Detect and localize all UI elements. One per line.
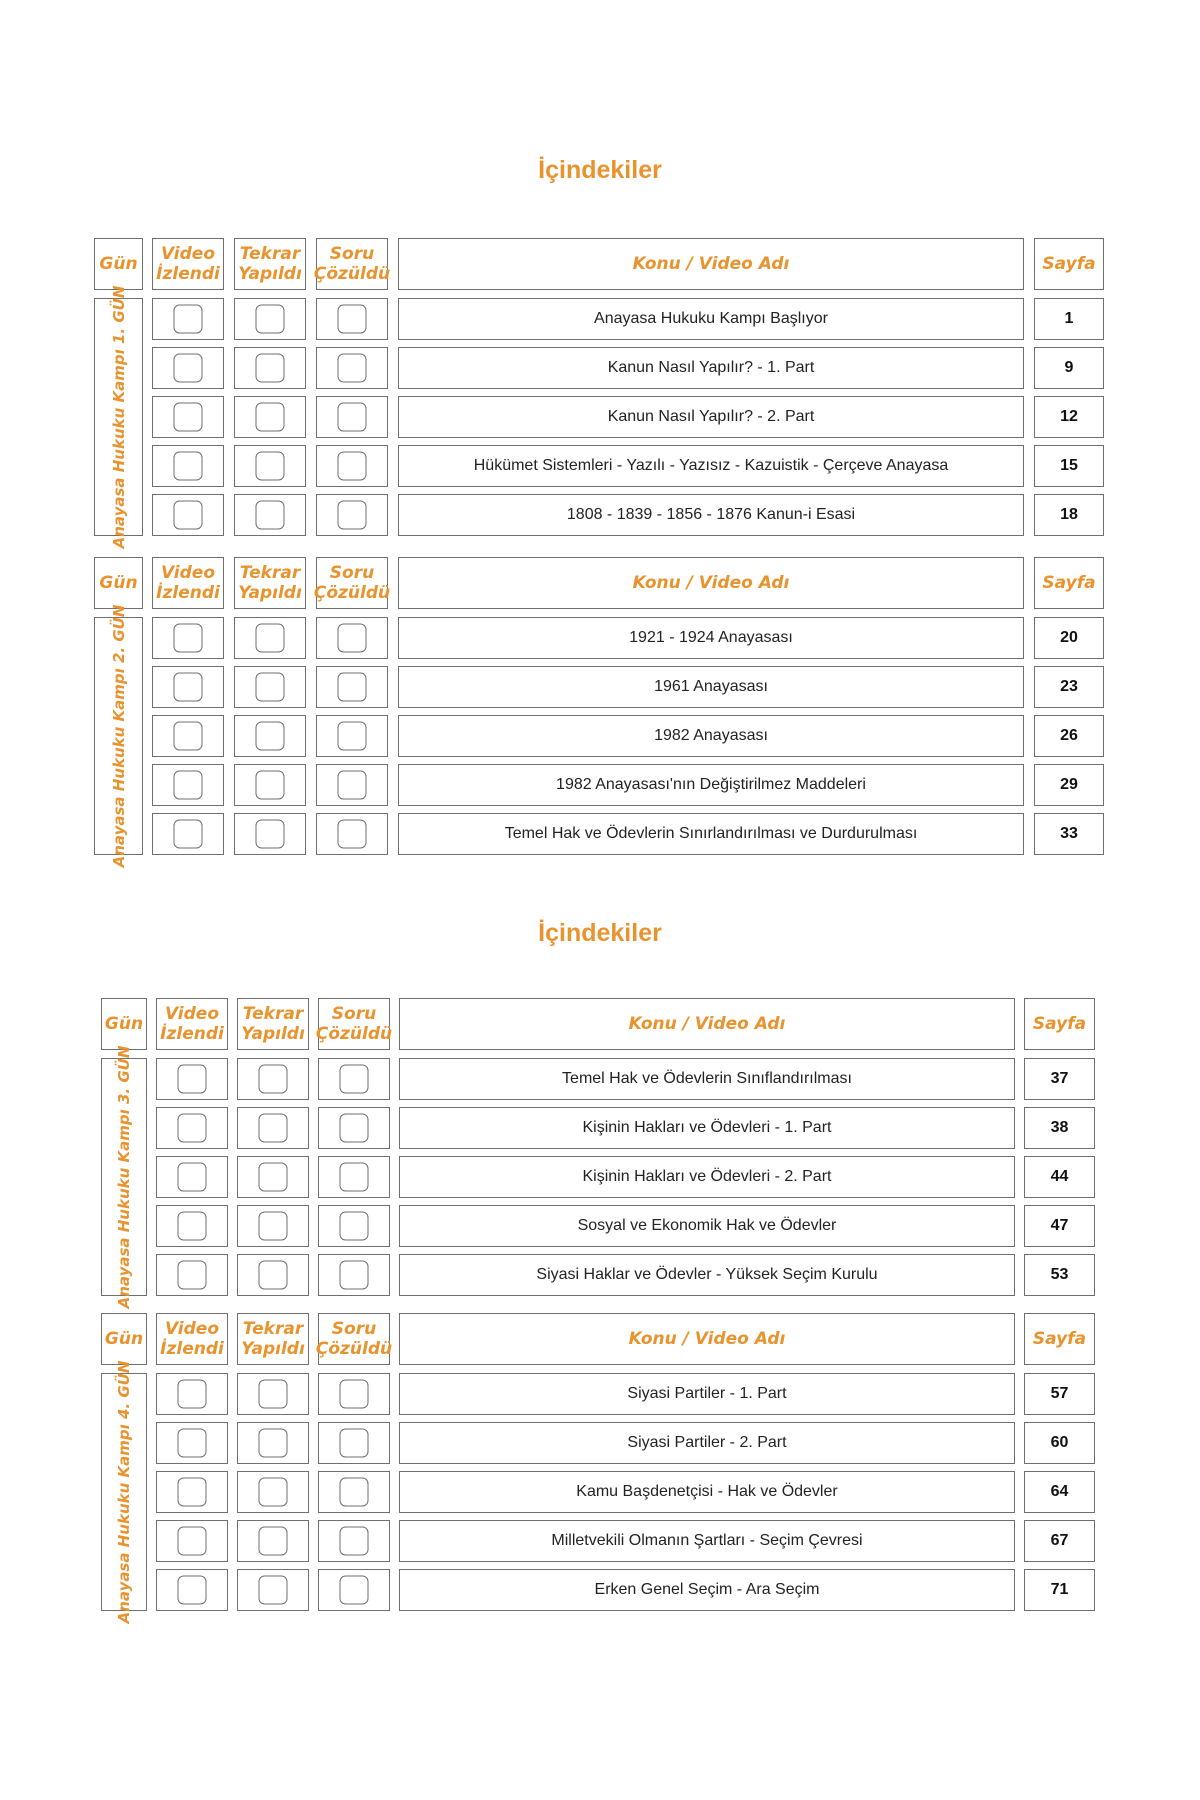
video-watched-checkbox-cell bbox=[152, 764, 224, 806]
video-watched-checkbox-cell bbox=[156, 1205, 228, 1247]
topic-header-text: Konu / Video Adı bbox=[628, 1329, 786, 1349]
day-header bbox=[101, 1313, 147, 1365]
questions-solved-header-text: Çözüldü bbox=[313, 583, 391, 603]
day-column bbox=[94, 604, 143, 868]
repeat-done-header-text: Yapıldı bbox=[241, 1024, 305, 1044]
repeat-done-checkbox[interactable] bbox=[256, 820, 285, 849]
video-watched-checkbox[interactable] bbox=[178, 1576, 207, 1605]
repeat-done-checkbox[interactable] bbox=[259, 1114, 288, 1143]
questions-solved-checkbox-cell bbox=[318, 1058, 390, 1100]
repeat-done-header-text: Yapıldı bbox=[241, 1339, 305, 1359]
page-number: 23 bbox=[1034, 666, 1104, 708]
page-number: 67 bbox=[1024, 1520, 1095, 1562]
page-header-text: Sayfa bbox=[1032, 1329, 1087, 1349]
questions-solved-header bbox=[313, 557, 391, 609]
questions-solved-checkbox-cell bbox=[316, 494, 388, 536]
page-title: İçindekiler bbox=[538, 156, 662, 184]
questions-solved-checkbox[interactable] bbox=[340, 1212, 369, 1241]
topic-title: Siyasi Haklar ve Ödevler - Yüksek Seçim Kurulu bbox=[399, 1254, 1015, 1296]
video-watched-checkbox-cell bbox=[152, 813, 224, 855]
video-watched-checkbox[interactable] bbox=[178, 1527, 207, 1556]
topic-title: Hükümet Sistemleri - Yazılı - Yazısız - Kazuistik - Çerçeve Anayasa bbox=[398, 445, 1024, 487]
repeat-done-checkbox-cell bbox=[237, 1156, 309, 1198]
questions-solved-checkbox-cell bbox=[318, 1471, 390, 1513]
day-label: Anayasa Hukuku Kampı 2. GÜN bbox=[109, 604, 128, 868]
video-watched-checkbox-cell bbox=[152, 298, 224, 340]
topic-header bbox=[398, 238, 1024, 290]
repeat-done-checkbox-cell bbox=[234, 494, 306, 536]
repeat-done-header-text: Tekrar bbox=[242, 1004, 304, 1024]
page-header bbox=[1024, 1313, 1095, 1365]
questions-solved-checkbox-cell bbox=[318, 1569, 390, 1611]
page-header-text: Sayfa bbox=[1042, 573, 1096, 593]
page-number: 71 bbox=[1024, 1569, 1095, 1611]
video-watched-checkbox[interactable] bbox=[178, 1212, 207, 1241]
video-watched-header bbox=[152, 238, 224, 290]
repeat-done-checkbox[interactable] bbox=[256, 305, 285, 334]
day-column bbox=[101, 1360, 147, 1624]
page-number: 60 bbox=[1024, 1422, 1095, 1464]
questions-solved-checkbox[interactable] bbox=[338, 771, 367, 800]
video-watched-checkbox-cell bbox=[152, 715, 224, 757]
questions-solved-checkbox-cell bbox=[316, 764, 388, 806]
video-watched-checkbox-cell bbox=[152, 445, 224, 487]
page-number: 26 bbox=[1034, 715, 1104, 757]
questions-solved-checkbox[interactable] bbox=[340, 1527, 369, 1556]
questions-solved-checkbox[interactable] bbox=[338, 624, 367, 653]
repeat-done-checkbox-cell bbox=[237, 1471, 309, 1513]
video-watched-checkbox[interactable] bbox=[174, 820, 203, 849]
questions-solved-checkbox[interactable] bbox=[340, 1114, 369, 1143]
video-watched-checkbox[interactable] bbox=[178, 1380, 207, 1409]
video-watched-checkbox-cell bbox=[156, 1569, 228, 1611]
page-number: 33 bbox=[1034, 813, 1104, 855]
topic-header bbox=[398, 557, 1024, 609]
questions-solved-checkbox[interactable] bbox=[340, 1380, 369, 1409]
repeat-done-checkbox-cell bbox=[237, 1205, 309, 1247]
questions-solved-header bbox=[315, 1313, 393, 1365]
questions-solved-header-text: Soru bbox=[331, 1004, 377, 1024]
repeat-done-checkbox-cell bbox=[234, 347, 306, 389]
repeat-done-header bbox=[234, 557, 306, 609]
day-header bbox=[94, 238, 143, 290]
page-number: 18 bbox=[1034, 494, 1104, 536]
repeat-done-checkbox[interactable] bbox=[259, 1065, 288, 1094]
page-number: 37 bbox=[1024, 1058, 1095, 1100]
questions-solved-checkbox[interactable] bbox=[338, 452, 367, 481]
page-number: 53 bbox=[1024, 1254, 1095, 1296]
questions-solved-checkbox-cell bbox=[318, 1373, 390, 1415]
repeat-done-header-text: Tekrar bbox=[239, 244, 301, 264]
repeat-done-checkbox-cell bbox=[237, 1107, 309, 1149]
video-watched-header-text: Video bbox=[160, 244, 216, 264]
repeat-done-checkbox-cell bbox=[234, 396, 306, 438]
page-number: 47 bbox=[1024, 1205, 1095, 1247]
questions-solved-checkbox-cell bbox=[318, 1520, 390, 1562]
topic-title: Erken Genel Seçim - Ara Seçim bbox=[399, 1569, 1015, 1611]
topic-title: 1808 - 1839 - 1856 - 1876 Kanun-i Esasi bbox=[398, 494, 1024, 536]
day-header bbox=[101, 998, 147, 1050]
page-number: 38 bbox=[1024, 1107, 1095, 1149]
repeat-done-checkbox-cell bbox=[237, 1058, 309, 1100]
questions-solved-checkbox[interactable] bbox=[338, 305, 367, 334]
repeat-done-checkbox-cell bbox=[237, 1569, 309, 1611]
video-watched-checkbox[interactable] bbox=[174, 673, 203, 702]
topic-title: Sosyal ve Ekonomik Hak ve Ödevler bbox=[399, 1205, 1015, 1247]
topic-title: Milletvekili Olmanın Şartları - Seçim Çevresi bbox=[399, 1520, 1015, 1562]
repeat-done-header-text: Tekrar bbox=[239, 563, 301, 583]
questions-solved-checkbox[interactable] bbox=[340, 1429, 369, 1458]
video-watched-header bbox=[156, 998, 228, 1050]
day-label: Anayasa Hukuku Kampı 3. GÜN bbox=[115, 1045, 133, 1309]
questions-solved-checkbox[interactable] bbox=[338, 354, 367, 383]
video-watched-checkbox[interactable] bbox=[174, 354, 203, 383]
repeat-done-checkbox[interactable] bbox=[259, 1478, 288, 1507]
video-watched-checkbox-cell bbox=[152, 396, 224, 438]
repeat-done-checkbox[interactable] bbox=[256, 673, 285, 702]
questions-solved-header-text: Çözüldü bbox=[315, 1339, 393, 1359]
video-watched-header-text: Video bbox=[164, 1319, 220, 1339]
questions-solved-checkbox-cell bbox=[318, 1422, 390, 1464]
day-column bbox=[94, 285, 143, 549]
topic-title: Temel Hak ve Ödevlerin Sınırlandırılması ve Durdurulması bbox=[398, 813, 1024, 855]
repeat-done-checkbox[interactable] bbox=[256, 452, 285, 481]
video-watched-checkbox[interactable] bbox=[174, 305, 203, 334]
repeat-done-checkbox-cell bbox=[237, 1520, 309, 1562]
questions-solved-checkbox-cell bbox=[318, 1205, 390, 1247]
repeat-done-checkbox-cell bbox=[234, 715, 306, 757]
page-number: 57 bbox=[1024, 1373, 1095, 1415]
questions-solved-checkbox-cell bbox=[318, 1107, 390, 1149]
repeat-done-checkbox[interactable] bbox=[256, 501, 285, 530]
questions-solved-checkbox[interactable] bbox=[340, 1478, 369, 1507]
questions-solved-checkbox-cell bbox=[316, 813, 388, 855]
day-header-text: Gün bbox=[104, 1014, 144, 1034]
page-header bbox=[1034, 238, 1104, 290]
video-watched-header-text: İzlendi bbox=[156, 264, 220, 284]
day-column bbox=[101, 1045, 147, 1309]
repeat-done-checkbox-cell bbox=[237, 1254, 309, 1296]
questions-solved-checkbox-cell bbox=[316, 445, 388, 487]
repeat-done-checkbox[interactable] bbox=[256, 403, 285, 432]
repeat-done-checkbox[interactable] bbox=[256, 354, 285, 383]
video-watched-checkbox-cell bbox=[156, 1373, 228, 1415]
topic-title: Kişinin Hakları ve Ödevleri - 1. Part bbox=[399, 1107, 1015, 1149]
page-number: 1 bbox=[1034, 298, 1104, 340]
video-watched-checkbox-cell bbox=[152, 666, 224, 708]
repeat-done-checkbox[interactable] bbox=[256, 771, 285, 800]
repeat-done-checkbox-cell bbox=[234, 445, 306, 487]
page-number: 12 bbox=[1034, 396, 1104, 438]
topic-header-text: Konu / Video Adı bbox=[632, 254, 790, 274]
repeat-done-header-text: Yapıldı bbox=[238, 583, 302, 603]
video-watched-checkbox[interactable] bbox=[178, 1478, 207, 1507]
repeat-done-checkbox[interactable] bbox=[259, 1527, 288, 1556]
page-number: 29 bbox=[1034, 764, 1104, 806]
day-header-text: Gün bbox=[104, 1329, 144, 1349]
video-watched-checkbox[interactable] bbox=[174, 771, 203, 800]
video-watched-checkbox-cell bbox=[156, 1422, 228, 1464]
questions-solved-checkbox[interactable] bbox=[338, 673, 367, 702]
questions-solved-checkbox-cell bbox=[316, 396, 388, 438]
repeat-done-checkbox[interactable] bbox=[259, 1163, 288, 1192]
video-watched-header bbox=[152, 557, 224, 609]
topic-header bbox=[399, 998, 1015, 1050]
repeat-done-checkbox-cell bbox=[234, 617, 306, 659]
topic-header bbox=[399, 1313, 1015, 1365]
day-header bbox=[94, 557, 143, 609]
page-number: 15 bbox=[1034, 445, 1104, 487]
questions-solved-checkbox-cell bbox=[316, 298, 388, 340]
topic-title: Anayasa Hukuku Kampı Başlıyor bbox=[398, 298, 1024, 340]
questions-solved-checkbox-cell bbox=[316, 617, 388, 659]
repeat-done-checkbox-cell bbox=[237, 1373, 309, 1415]
video-watched-checkbox[interactable] bbox=[174, 452, 203, 481]
repeat-done-header bbox=[234, 238, 306, 290]
topic-title: 1921 - 1924 Anayasası bbox=[398, 617, 1024, 659]
page-title: İçindekiler bbox=[538, 919, 662, 947]
questions-solved-header bbox=[313, 238, 391, 290]
video-watched-checkbox-cell bbox=[156, 1107, 228, 1149]
video-watched-header-text: İzlendi bbox=[156, 583, 220, 603]
repeat-done-header bbox=[237, 1313, 309, 1365]
topic-title: Kanun Nasıl Yapılır? - 2. Part bbox=[398, 396, 1024, 438]
repeat-done-checkbox-cell bbox=[237, 1422, 309, 1464]
repeat-done-checkbox[interactable] bbox=[259, 1380, 288, 1409]
page-header-text: Sayfa bbox=[1032, 1014, 1087, 1034]
video-watched-checkbox[interactable] bbox=[178, 1114, 207, 1143]
video-watched-checkbox-cell bbox=[156, 1156, 228, 1198]
video-watched-checkbox[interactable] bbox=[174, 624, 203, 653]
video-watched-checkbox-cell bbox=[156, 1520, 228, 1562]
day-header-text: Gün bbox=[99, 573, 138, 593]
page-number: 64 bbox=[1024, 1471, 1095, 1513]
page-header bbox=[1024, 998, 1095, 1050]
topic-header-text: Konu / Video Adı bbox=[628, 1014, 786, 1034]
topic-title: Kamu Başdenetçisi - Hak ve Ödevler bbox=[399, 1471, 1015, 1513]
video-watched-checkbox[interactable] bbox=[174, 501, 203, 530]
questions-solved-checkbox-cell bbox=[316, 715, 388, 757]
questions-solved-checkbox[interactable] bbox=[340, 1163, 369, 1192]
video-watched-checkbox[interactable] bbox=[178, 1261, 207, 1290]
questions-solved-header-text: Soru bbox=[331, 1319, 377, 1339]
repeat-done-checkbox[interactable] bbox=[256, 722, 285, 751]
page-number: 44 bbox=[1024, 1156, 1095, 1198]
questions-solved-checkbox[interactable] bbox=[340, 1065, 369, 1094]
questions-solved-checkbox[interactable] bbox=[338, 820, 367, 849]
repeat-done-checkbox-cell bbox=[234, 764, 306, 806]
video-watched-checkbox[interactable] bbox=[178, 1065, 207, 1094]
repeat-done-checkbox[interactable] bbox=[256, 624, 285, 653]
questions-solved-header-text: Çözüldü bbox=[313, 264, 391, 284]
repeat-done-checkbox[interactable] bbox=[259, 1576, 288, 1605]
questions-solved-checkbox[interactable] bbox=[340, 1261, 369, 1290]
repeat-done-header-text: Yapıldı bbox=[238, 264, 302, 284]
questions-solved-checkbox-cell bbox=[318, 1156, 390, 1198]
day-label: Anayasa Hukuku Kampı 4. GÜN bbox=[115, 1360, 133, 1624]
video-watched-checkbox-cell bbox=[156, 1471, 228, 1513]
video-watched-header-text: İzlendi bbox=[160, 1339, 224, 1359]
topic-title: 1982 Anayasası bbox=[398, 715, 1024, 757]
questions-solved-checkbox-cell bbox=[316, 347, 388, 389]
video-watched-checkbox[interactable] bbox=[174, 403, 203, 432]
questions-solved-header-text: Çözüldü bbox=[315, 1024, 393, 1044]
topic-title: Temel Hak ve Ödevlerin Sınıflandırılması bbox=[399, 1058, 1015, 1100]
video-watched-header bbox=[156, 1313, 228, 1365]
page-number: 9 bbox=[1034, 347, 1104, 389]
questions-solved-checkbox[interactable] bbox=[338, 403, 367, 432]
repeat-done-checkbox[interactable] bbox=[259, 1261, 288, 1290]
video-watched-checkbox-cell bbox=[156, 1058, 228, 1100]
questions-solved-header-text: Soru bbox=[329, 563, 375, 583]
video-watched-checkbox-cell bbox=[152, 347, 224, 389]
topic-title: 1982 Anayasası'nın Değiştirilmez Maddeleri bbox=[398, 764, 1024, 806]
topic-title: 1961 Anayasası bbox=[398, 666, 1024, 708]
repeat-done-header bbox=[237, 998, 309, 1050]
video-watched-checkbox[interactable] bbox=[174, 722, 203, 751]
questions-solved-checkbox-cell bbox=[318, 1254, 390, 1296]
topic-title: Kişinin Hakları ve Ödevleri - 2. Part bbox=[399, 1156, 1015, 1198]
page-header-text: Sayfa bbox=[1042, 254, 1096, 274]
questions-solved-checkbox-cell bbox=[316, 666, 388, 708]
page-header bbox=[1034, 557, 1104, 609]
day-header-text: Gün bbox=[99, 254, 138, 274]
video-watched-header-text: İzlendi bbox=[160, 1024, 224, 1044]
topic-header-text: Konu / Video Adı bbox=[632, 573, 790, 593]
repeat-done-checkbox-cell bbox=[234, 298, 306, 340]
topic-title: Siyasi Partiler - 1. Part bbox=[399, 1373, 1015, 1415]
day-label: Anayasa Hukuku Kampı 1. GÜN bbox=[109, 285, 128, 549]
repeat-done-header-text: Tekrar bbox=[242, 1319, 304, 1339]
topic-title: Siyasi Partiler - 2. Part bbox=[399, 1422, 1015, 1464]
video-watched-checkbox-cell bbox=[152, 617, 224, 659]
questions-solved-header bbox=[315, 998, 393, 1050]
page-number: 20 bbox=[1034, 617, 1104, 659]
repeat-done-checkbox[interactable] bbox=[259, 1429, 288, 1458]
questions-solved-checkbox[interactable] bbox=[338, 722, 367, 751]
repeat-done-checkbox[interactable] bbox=[259, 1212, 288, 1241]
topic-title: Kanun Nasıl Yapılır? - 1. Part bbox=[398, 347, 1024, 389]
video-watched-checkbox-cell bbox=[152, 494, 224, 536]
video-watched-checkbox[interactable] bbox=[178, 1163, 207, 1192]
repeat-done-checkbox-cell bbox=[234, 666, 306, 708]
video-watched-header-text: Video bbox=[160, 563, 216, 583]
questions-solved-header-text: Soru bbox=[329, 244, 375, 264]
questions-solved-checkbox[interactable] bbox=[338, 501, 367, 530]
repeat-done-checkbox-cell bbox=[234, 813, 306, 855]
video-watched-checkbox[interactable] bbox=[178, 1429, 207, 1458]
questions-solved-checkbox[interactable] bbox=[340, 1576, 369, 1605]
video-watched-header-text: Video bbox=[164, 1004, 220, 1024]
video-watched-checkbox-cell bbox=[156, 1254, 228, 1296]
